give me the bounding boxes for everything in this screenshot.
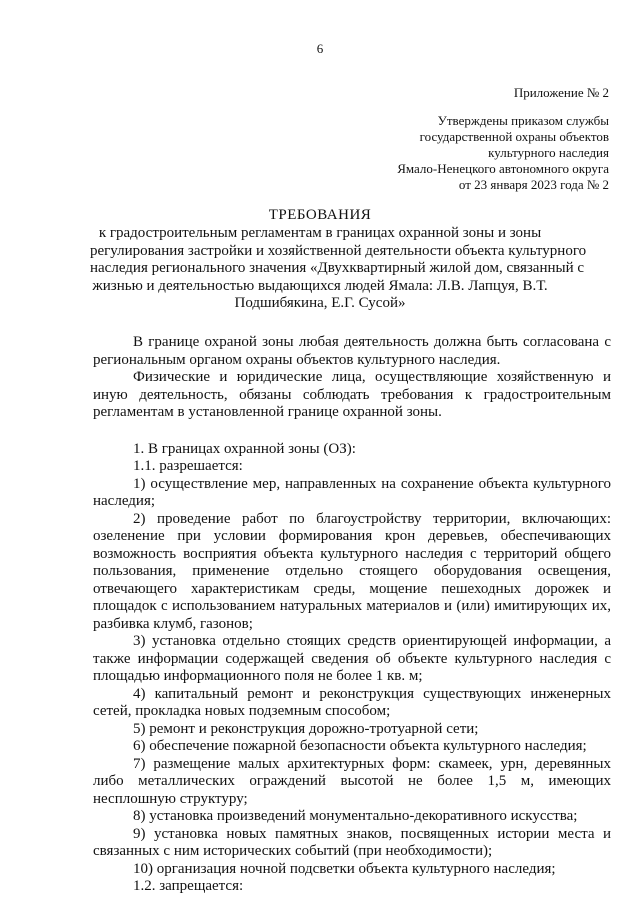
subtitle-line: наследия регионального значения «Двухквартирный жилой дом, связанный с (90, 260, 585, 276)
subtitle-line: регулирования застройки и хозяйственной деятельности объекта культурного (90, 242, 587, 259)
approval-line: от 23 января 2023 года № 2 (458, 177, 609, 192)
list-item: 7) размещение малых архитектурных форм: скамеек, урн, деревянных либо металлических ограждений высотой не более 1,5 м, имеющих несплошную структуру; (93, 755, 611, 807)
document-subtitle (90, 225, 587, 313)
subtitle-line: Подшибякина, Е.Г. Сусой» (234, 295, 406, 311)
approval-line: Ямало-Ненецкого автономного округа (397, 161, 609, 176)
list-item: 10) организация ночной подсветки объекта культурного наследия; (133, 860, 556, 877)
list-item: 6) обеспечение пожарной безопасности объекта культурного наследия; (133, 738, 587, 754)
approval-line: культурного наследия (488, 145, 609, 160)
list-item: 3) установка отдельно стоящих средств ориентирующей информации, а также информации содержащей сведения об объекте культурного наследия с площадью информационного поля не более 1 кв. м; (93, 633, 611, 684)
approval-line: Утверждены приказом службы (437, 113, 609, 128)
approval-block (397, 113, 609, 193)
list-item: 8) установка произведений монументально-декоративного искусства; (133, 808, 578, 824)
list-item: 5) ремонт и реконструкция дорожно-тротуарной сети; (133, 720, 479, 737)
list-item: 1) осуществление мер, направленных на сохранение объекта культурного наследия; (93, 475, 611, 509)
subtitle-line: жизнью и деятельностью выдающихся людей Ямала: Л.В. Лапцуя, В.Т. (92, 277, 548, 294)
document-body (93, 334, 611, 896)
list-item: 9) установка новых памятных знаков, посвященных истории места и связанных с ним исторических событий (при необходимости); (93, 825, 611, 859)
subsection-heading: 1.2. запрещается: (133, 878, 244, 894)
approval-line: государственной охраны объектов (419, 129, 609, 144)
intro-paragraph: Физические и юридические лица, осуществляющие хозяйственную и иную деятельность, обязаны соблюдать требования к градостроительным регламентам в установленной границе охранной зоны. (93, 369, 611, 420)
intro-paragraph: В границе охраной зоны любая деятельность должна быть согласована с региональным органом охраны объектов культурного наследия. (93, 334, 611, 368)
document-title: ТРЕБОВАНИЯ (268, 207, 372, 223)
subtitle-line: к градостроительным регламентам в границах охранной зоны и зоны (98, 225, 542, 241)
list-item: 2) проведение работ по благоустройству территории, включающих: озеленение при условии формирования крон деревьев, обеспечивающих возможность восприятия объекта культурного наследия с территорий общего пользования, применение отдельно стоящего оборудования освещения, отвечающего характеристикам среды, мощение пешеходных дорожек и площадок с использованием натуральных материалов и (или) имитирующих их, разбивка клумб, газонов; (93, 510, 611, 632)
subsection-heading: 1.1. разрешается: (133, 458, 243, 474)
page-number: 6 (316, 41, 324, 56)
section-heading: 1. В границах охранной зоны (ОЗ): (133, 440, 356, 457)
list-item: 4) капитальный ремонт и реконструкция существующих инженерных сетей, прокладка новых подземным способом; (93, 685, 611, 719)
appendix-label: Приложение № 2 (513, 85, 609, 100)
